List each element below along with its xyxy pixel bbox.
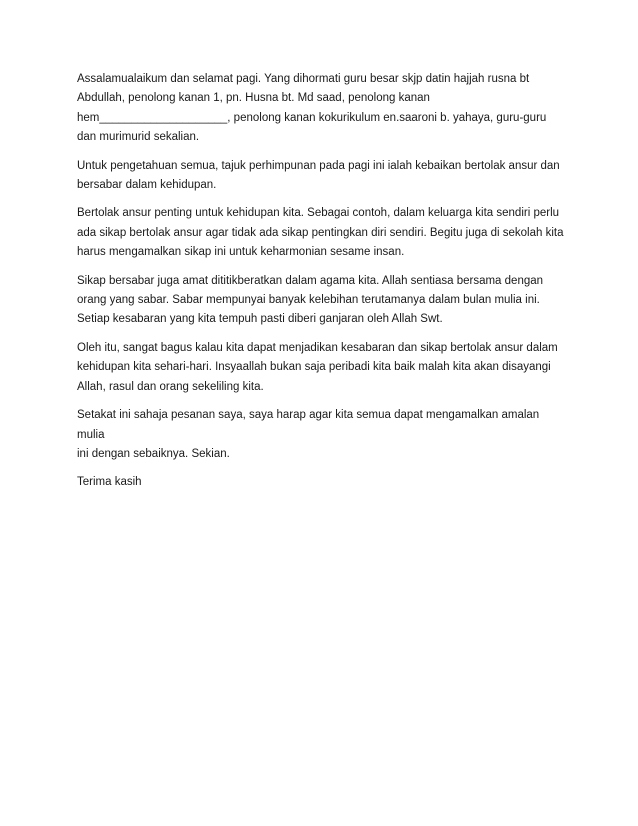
document-body [77,70,567,502]
paragraph-closing: Setakat ini sahaja pesanan saya, saya harap agar kita semua dapat mengamalkan amalan mulia ini dengan sebaiknya. Sekian. [77,409,540,460]
paragraph-patience: Sikap bersabar juga amat dititikberatkan dalam agama kita. Allah sentiasa bersama dengan orang yang sabar. Sabar mempunyai banyak kelebihan terutamanya dalam bulan mulia ini. Setiap kesabaran yang kita tempuh pasti diberi ganjaran oleh Allah Swt. [77,274,544,326]
paragraph-conclusion: Oleh itu, sangat bagus kalau kita dapat menjadikan kesabaran dan sikap bertolak ansur dalam kehidupan kita sehari-hari. Insyaallah bukan saja peribadi kita baik malah kita akan disayangi Allah, rasul dan orang sekeliling kita. [77,341,558,393]
paragraph-greeting: Assalamualaikum dan selamat pagi. Yang dihormati guru besar skjp datin hajjah rusna bt Abdullah, penolong kanan 1, pn. Husna bt. Md saad, penolong kanan hem____________________, penolong kanan kokurikulum en.saaroni b. yahaya, guru-guru dan murimurid sekalian. [77,73,547,144]
paragraph-thanks: Terima kasih [77,476,142,489]
paragraph-tolerance: Bertolak ansur penting untuk kehidupan kita. Sebagai contoh, dalam keluarga kita sendiri perlu ada sikap bertolak ansur agar tidak ada sikap pentingkan diri sendiri. Begitu juga di sekolah kita harus mengamalkan sikap ini untuk keharmonian sesame insan. [77,207,564,259]
paragraph-topic: Untuk pengetahuan semua, tajuk perhimpunan pada pagi ini ialah kebaikan bertolak ansur dan bersabar dalam kehidupan. [77,159,560,192]
